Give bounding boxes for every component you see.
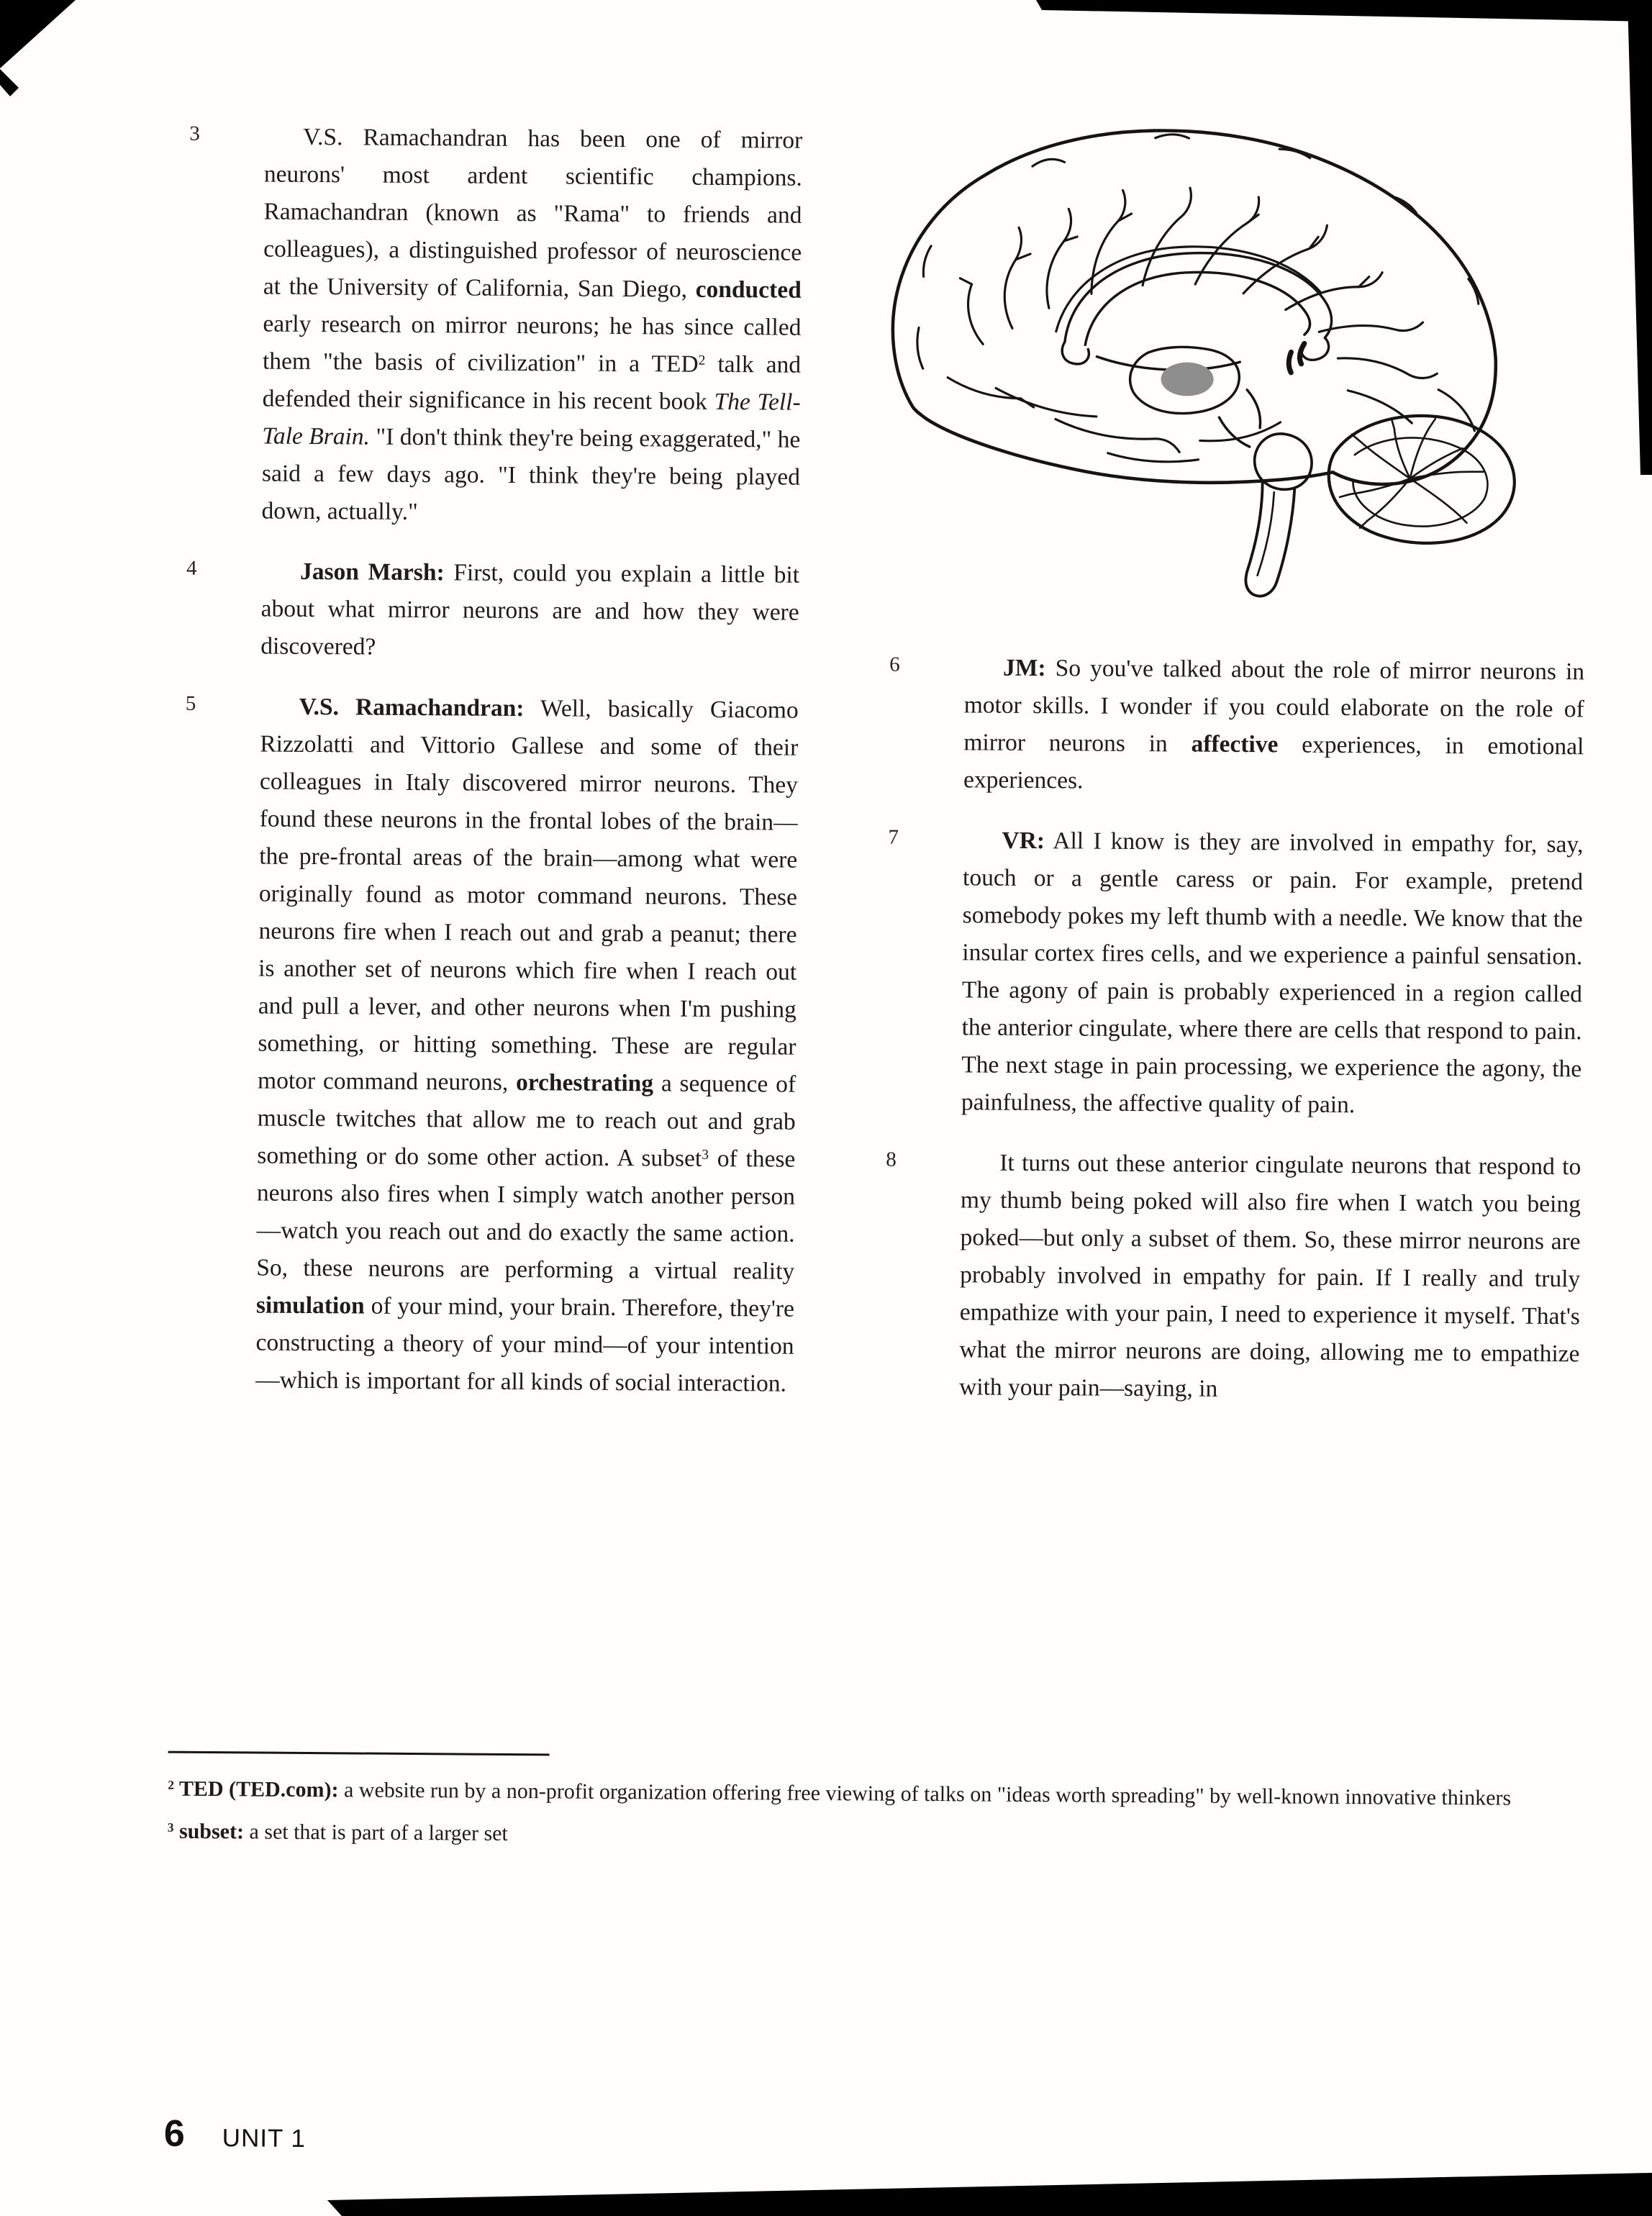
text-segment: JM: [1003, 654, 1046, 681]
two-column-layout [171, 118, 1589, 1433]
text-segment: So you've talked about the role of mirror neurons in motor skills. I wonder if you could elaborate on the role of mirror neurons in [963, 654, 1585, 758]
text-segment: First, could you explain a little bit about what mirror neurons are and how they were discovered? [260, 559, 800, 660]
paragraph-number: 4 [186, 556, 197, 580]
text-segment: It turns out these anterior cingulate neurons that respond to my thumb being poked will also fire when I watch you being poked—but only a subset of them. So, these mirror neurons are probably involved in empathy for pain. If I really and truly empathize with your pain, I need to experience it myself. That's what the mirror neurons are doing, allowing me to empathize with your pain—saying, in [959, 1149, 1581, 1402]
text-segment: affective [1191, 730, 1279, 758]
text-segment: orchestrating [515, 1068, 654, 1097]
paragraph-text [260, 553, 799, 669]
text-segment: Jason Marsh: [299, 558, 445, 586]
paragraph-number: 7 [888, 825, 899, 849]
text-segment: experiences, in emotional experiences. [963, 730, 1584, 794]
cerebrum-outline [891, 129, 1497, 485]
text-segment: V.S. Ramachandran: [299, 693, 525, 722]
text-segment: subset: [173, 1819, 245, 1844]
footnotes [168, 1751, 1535, 1866]
paragraph-text [959, 1144, 1581, 1410]
brain-figure [838, 108, 1572, 625]
paragraph-text [168, 1772, 1535, 1815]
text-segment: V.S. Ramachandran has been one of mirror neurons' most ardent scientific champions. Ramachandran (known as "Rama" to friends and colleagues), a distinguished professor of neuroscience at the University of California, San Diego, [263, 123, 803, 303]
paragraph-text [261, 119, 802, 534]
right-column-text [874, 648, 1584, 1410]
text-segment: Well, basically Giacomo Rizzolatti and Vittorio Gallese and some of their colleagues in Italy discovered mirror neurons. They found these neurons in the frontal lobes of the brain—the pre-frontal areas of the brain—among what were originally found as motor command neurons. These neurons fire when I reach out and grab a peanut; there is another set of neurons which fire when I reach out and pull a lever, and other neurons when I'm pushing something, or hitting something. These are regular motor command neurons, [257, 695, 799, 1096]
text-segment: TED (TED.com): [173, 1776, 339, 1802]
text-segment: of these neurons also fires when I simply watch another person—watch you reach out and do exactly the same action. So, these neurons are performing a virtual reality [256, 1145, 796, 1285]
paragraph-number: 5 [185, 691, 196, 715]
text-segment: 2 [168, 1777, 175, 1793]
text-segment: a sequence of muscle twitches that allow me to reach out and grab something or do some other action. A subset [257, 1070, 796, 1172]
footnote-rule [168, 1751, 550, 1756]
brainstem-inner-line [1258, 492, 1274, 576]
paragraph [171, 688, 799, 1403]
right-column [874, 123, 1589, 1433]
text-segment: "I don't think they're being exaggerated," he said a few days ago. "I think they're being played down, actually." [261, 423, 801, 526]
text-segment: 3 [702, 1148, 709, 1163]
paragraph-text [963, 649, 1584, 803]
gyri-lines [917, 132, 1480, 463]
paragraph-text [961, 822, 1584, 1125]
unit-label: UNIT 1 [222, 2124, 307, 2153]
left-column [171, 118, 803, 1428]
page-number: 6 [163, 2112, 185, 2155]
footnotes-list [168, 1772, 1535, 1858]
paragraph-number: 6 [889, 653, 900, 676]
text-segment: The Tell-Tale Brain. [262, 388, 801, 450]
page-footer [164, 2112, 307, 2156]
paragraph [876, 821, 1584, 1125]
text-segment: early research on mirror neurons; he has since called them "the basis of civilization" in a TED [262, 310, 802, 378]
brainstem-outline [1245, 483, 1294, 596]
text-segment: 3 [167, 1820, 174, 1835]
text-segment: conducted [695, 276, 802, 304]
paragraph [874, 1143, 1581, 1410]
brain-illustration [838, 108, 1572, 625]
paragraph-number: 3 [189, 122, 200, 145]
text-segment: simulation [255, 1291, 365, 1320]
paragraph-number: 8 [886, 1148, 897, 1171]
text-segment: All I know is they are involved in empathy for, say, touch or a gentle caress or pain. For example, pretend somebody pokes my left thumb with a needle. We know that the insular cortex fires cells, and we experience a painful sensation. The agony of pain is probably experienced in a region called the anterior cingulate, where there are cells that respond to pain. The next stage in pain processing, we experience the agony, the painfulness, the affective quality of pain. [961, 827, 1584, 1118]
paragraph-text [167, 1815, 1535, 1858]
pons-outline [1254, 434, 1312, 490]
text-segment: of your mind, your brain. Therefore, they're constructing a theory of your mind—of your intention—which is important for all kinds of social interaction. [255, 1292, 795, 1397]
text-segment: a website run by a non-profit organization offering free viewing of talks on "ideas worth spreading" by well-known innovative thinkers [338, 1778, 1512, 1810]
text-segment: VR: [1002, 827, 1045, 854]
paragraph [176, 553, 799, 669]
cerebellum-branches [1340, 418, 1484, 529]
paragraph [176, 118, 802, 534]
paragraph-text [255, 689, 799, 1403]
paragraph [168, 1815, 1535, 1858]
interthalamic-adhesion [1161, 362, 1213, 396]
text-segment: talk and defended their significance in his recent book [262, 350, 802, 415]
text-segment: a set that is part of a larger set [243, 1820, 508, 1845]
paragraph [879, 648, 1584, 803]
paragraph [168, 1772, 1535, 1815]
text-segment: 2 [698, 353, 706, 369]
